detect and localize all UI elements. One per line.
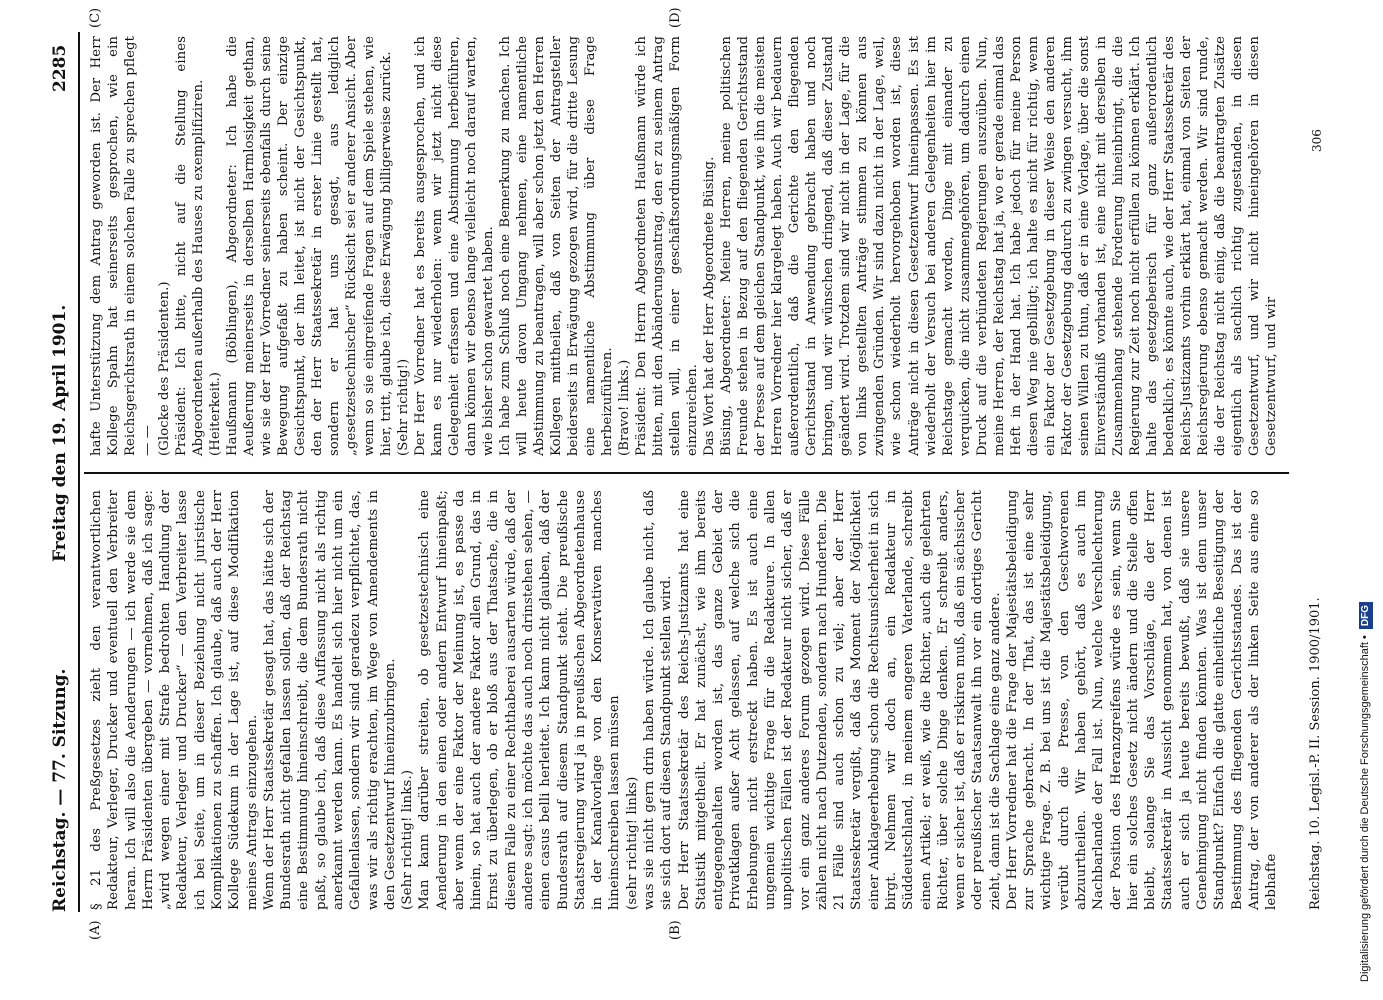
watermark-label: Digitalisierung gefördert durch die Deutsche Forschungsgemeinschaft • xyxy=(1359,635,1371,982)
text-column-left: § 21 des Preßgesetzes zieht den verantwortlichen Redakteur, Verleger, Drucker und eventuell den Verbreiter heran. Ich will also die Aenderungen — ich werde sie dem Herrn Präsidenten übergeben — vornehmen, daß ich sage: „wird wegen einer mit Strafe bedrohten Handlung der Redakteur, Verleger und Drucker“ — den Verbreiter lasse ich bei Seite, um in dieser Beziehung nicht juristische Komplikationen zu schaffen. Ich glaube, daß auch der Herr Kollege Südekum in der Lage ist, auf diese Modifikation meines Antrags einzugehen. Wenn der Herr Staatssekretär gesagt hat, das hätte sich der Bundesrath nicht gefallen lassen sollen, daß der Reichstag eine Bestimmung hineinschreibt, die dem Bundesrath nicht paßt, so glaube ich, daß diese Auffassung nicht als richtig anerkannt werden kann. Es handelt sich hier nicht um ein Gefallenlassen, sondern wir sind geradezu verpflichtet, das, was wir als richtig erachten, im Wege von Amendements in den Gesetzentwurf hineinzubringen. (Sehr richtig! links.) Man kann darüber streiten, ob gesetzestechnisch eine Aenderung in den einen oder andern Entwurf hineinpaßt; aber wenn der eine Faktor der Meinung ist, es passe da hinein, so hat auch der andere Faktor allen Grund, das in Ernst zu überlegen, ob er bloß aus der Thatsache, die in diesem Falle zu einer Rechthaberei ausarten würde, daß der andere sagt: ich möchte das auch noch drinstehen sehen, — einen casus belli herleitet. Ich kann nicht glauben, daß der Bundesrath auf diesem Standpunkt steht. Die preußische Staatsregierung wird ja in preußischen Abgeordnetenhause in der Kanalvorlage von den Konservativen manches hineinschreiben lassen müssen (sehr richtig! links) was sie nicht gern drin haben würde. Ich glaube nicht, daß sie sich dort auf diesen Standpunkt stellen wird. Der Herr Staatssekretär des Reichs-Justizamts hat eine Statistik mitgetheilt. Er hat zunächst, wie ihm bereits entgegengehalten worden ist, das ganze Gebiet der Privatklagen außer Acht gelassen, auf welche sich die Erhebungen nicht erstreckt haben. Es ist auch eine ungemein wichtige Frage für die Redakteure. In allen unpolitischen Fällen ist der Redakteur nicht sicher, daß er vor ein ganz anderes Forum gezogen wird. Diese Fälle zählen nicht nach Dutzenden, sondern nach Hunderten. Die 21 Fälle sind auch schon zu viel; aber der Herr Staatssekretär vergißt, daß das Moment der Möglichkeit einer Anklageerhebung schon die Rechtsunsicherheit in sich birgt. Nehmen wir doch an, ein Redakteur in Süddeutschland, in meinem engeren Vaterlande, schreibt einen Artikel; er weiß, wie die Richter, auch die gelehrten Richter, über solche Dinge denken. Er schreibt anders, wenn er sicher ist, daß er riskiren muß, daß ein sächsischer oder preußischer Staatsanwalt ihn vor ein dortiges Gericht zieht, dann ist die Sachlage eine ganz andere. Der Herr Vorredner hat die Frage der Majestätsbeleidigung zur Sprache gebracht. In der That, das ist eine sehr wichtige Frage. Z. B. bei uns ist die Majestätsbeleidigung, verübt durch die Presse, von den Geschworenen abzuurtheilen. Wir haben gehört, daß es auch im Nachbarlande der Fall ist. Nun, welche Verschlechterung der Position des Heranzgreifens würde es sein, wenn Sie hier ein solches Gesetz nicht ändern und die Stelle offen bleibt, solange Sie das Vorschläge, die der Herr Staatssekretär in Aussicht genommen hat, von denen ist auch er sich ja heute bereits bewußt, daß sie unsere Genehmigung nicht finden könnten. Was ist denn unser Standpunkt? Einfach die glatte einheitliche Beseitigung der Bestimmung des fliegenden Gerichtsstandes. Das ist der Antrag, der von anderer als der linken Seite aus eine so lebhafte xyxy=(89,490,1280,910)
page-footer: Reichstag. 10. Legisl.-P. II. Session. 1900/1901. xyxy=(1308,597,1323,910)
dfg-logo: DFG xyxy=(1359,602,1373,629)
header-page-number: 2285 xyxy=(50,44,70,92)
sheet-number: 306 xyxy=(1310,129,1324,152)
page-header xyxy=(48,32,76,912)
header-rule xyxy=(78,32,80,912)
margin-mark-a: (A) xyxy=(88,920,103,940)
margin-mark-c: (C) xyxy=(88,7,103,28)
header-left: Reichstag. — 77. Sitzung. xyxy=(50,668,70,912)
page-frame xyxy=(48,7,1353,940)
column-divider xyxy=(84,472,1289,474)
header-date: Freitag den 19. April 1901. xyxy=(50,304,70,562)
margin-mark-d: (D) xyxy=(668,7,683,28)
margin-mark-b: (B) xyxy=(668,920,683,940)
dfg-watermark xyxy=(1350,4,1380,996)
dfg-watermark-text xyxy=(1350,0,1380,994)
text-column-right: hafte Unterstützung dem Antrag geworden ist. Der Herr Kollege Spahn hat seinerseits gesprochen, wie ein Reichsgerichtsrath in einem solchen Falle zu sprechen pflegt — — (Glocke des Präsidenten.) Präsident: Ich bitte, nicht auf die Stellung eines Abgeordneten außerhalb des Hauses zu exemplifiziren. (Heiterkeit.) Haußmann (Böblingen), Abgeordneter: Ich habe die Aeußerung meinerseits in derselben Harmlosigkeit gethan, wie sie der Herr Vorredner seinerseits ebenfalls durch seine Bewegung aufgefaßt zu haben scheint. Der einzige Gesichtspunkt, der ihn leitet, ist nicht der Gesichtspunkt, den der Herr Staatssekretär in erster Linie gestellt hat, sondern er hat uns gesagt, aus lediglich „gesetzestechnischer“ Rücksicht sei er anderer Ansicht. Aber wenn so sie eingreifende Fragen auf dem Spiele stehen, wie hier, tritt, glaube ich, diese Erwägung billigerweise zurück. (Sehr richtig!) Der Herr Vorredner hat es bereits ausgesprochen, und ich kann es nur wiederholen: wenn wir jetzt nicht diese Gelegenheit erfassen und eine Abstimmung herbeiführen, dann können wir ebenso lange vielleicht noch darauf warten, wie bisher schon gewartet haben. Ich habe zum Schluß noch eine Bemerkung zu machen. Ich will heute davon Umgang nehmen, eine namentliche Abstimmung zu beantragen, will aber schon jetzt den Herren Kollegen mittheilen, daß von Seiten der Antragsteller beiderseits in Erwägung gezogen wird, für die dritte Lesung eine namentliche Abstimmung über diese Frage herbeizuführen. (Bravo! links.) Präsident: Den Herrn Abgeordneten Haußmann würde ich bitten, mit den Abänderungsantrag, den er zu seinem Antrag stellen will, in einer geschäftsordnungsmäßigen Form einzureichen. Das Wort hat der Herr Abgeordnete Büsing. Büsing, Abgeordneter: Meine Herren, meine politischen Freunde stehen in Bezug auf den fliegenden Gerichtsstand der Presse auf dem gleichen Standpunkt, wie ihn die meisten Herren Vorredner hier klargelegt haben. Auch wir bedauern außerordentlich, daß die Gerichte den fliegenden Gerichtsstand in Anwendung gebracht haben und noch bringen, und wir wünschen dringend, daß dieser Zustand geändert wird. Trotzdem sind wir nicht in der Lage, für die von links gestellten Anträge stimmen zu können aus zwingenden Gründen. Wir sind dazu nicht in der Lage, weil, wie schon wiederholt hervorgehoben worden ist, diese Anträge nicht in diesen Gesetzentwurf hineinpassen. Es ist wiederholt der Versuch bei anderen Gelegenheiten hier im Reichstage gemacht worden, Dinge mit einander zu verquicken, die nicht zusammengehören, um dadurch einen Druck auf die verbündeten Regierungen auszuüben. Nun, meine Herren, der Reichstag hat ja, wo er gerade einmal das Heft in der Hand hat. Ich habe jedoch für meine Person diesen Weg nie gebilligt; ich halte es nicht für richtig, wenn ein Faktor der Gesetzgebung in dieser Weise den anderen Faktor der Gesetzgebung dadurch zu zwingen versucht, ihm seinen Willen zu thun, daß er in eine Vorlage, über die sonst Einverständniß vorhanden ist, eine nicht mit derselben in Zusammenhang stehende Forderung hineinbringt, die die Regierung zur Zeit noch nicht erfüllen zu können erklärt. Ich halte das gesetzgeberisch für ganz außerordentlich bedenklich; es könnte auch, wie der Herr Staatssekretär des Reichs-Justizamts vorhin erklärt hat, einmal von Seiten der Reichsregierung ebenso gemacht werden. Wir sind runde, die der Reichstag nicht einig, daß die beantragten Zusätze eigentlich als sachlich richtig zugestanden, in diesen Gesetzentwurf, und wir nicht hineingehören in diesen Gesetzentwurf, und wir xyxy=(89,36,1280,456)
